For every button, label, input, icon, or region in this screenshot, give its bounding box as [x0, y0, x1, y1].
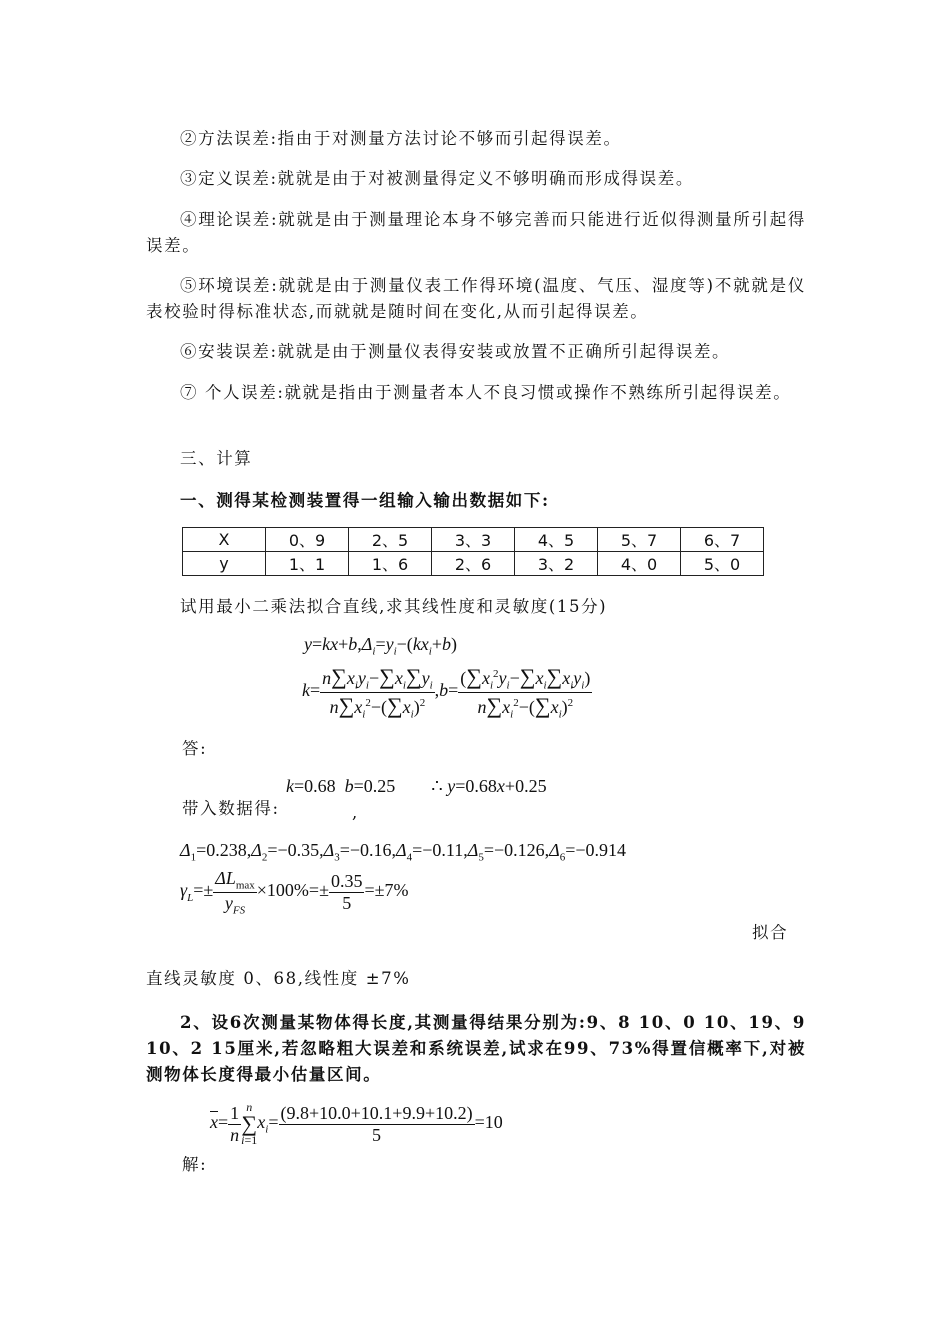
- formula-linearity: $\gamma_L=\pm$ $\frac{\Delta L_{max}}{y_{FS}}$ ×100%=± $\frac{0.35}{5}$ =±7%: [180, 868, 409, 917]
- error-item-personal: ⑦ 个人误差:就就是指由于测量者本人不良习惯或操作不熟练所引起得误差。: [180, 383, 792, 402]
- question2-title: 2、设6次测量某物体得长度,其测量得结果分别为:9、8 10、0 10、19、9 10、2 15厘米,若忽略粗大误差和系统误差,试求在99、73%得置信概率下,对被测物体长度得最小估量区间。: [146, 1013, 806, 1084]
- table-cell: 4、0: [598, 552, 681, 576]
- table-cell: 1、6: [349, 552, 432, 576]
- fit-label: 拟合: [752, 923, 789, 942]
- table-cell: 5、0: [681, 552, 764, 576]
- table-cell: 2、6: [432, 552, 515, 576]
- section-heading: 三、计算: [180, 449, 253, 468]
- substitute-label: 带入数据得:: [182, 799, 280, 818]
- error-item-theory: ④理论误差:就就是由于测量理论本身不够完善而只能进行近似得测量所引起得误差。: [146, 210, 806, 255]
- formula-deltas: $\Delta_1=0.238,\Delta_2=-0.35,\Delta_3=-0.16,\Delta_4=-0.11,\Delta_5=-0.126,\Delta_6=-0.914$: [180, 840, 627, 864]
- question1-instruction: 试用最小二乘法拟合直线,求其线性度和灵敏度(15分): [180, 597, 608, 616]
- answer-label: 答:: [182, 739, 208, 758]
- error-item-method: ②方法误差:指由于对测量方法讨论不够而引起得误差。: [180, 129, 622, 148]
- error-item-definition: ③定义误差:就就是由于对被测量得定义不够明确而形成得误差。: [180, 169, 694, 188]
- formula-mean: $\overline{x}=$ $\frac{1}{n}$ n ∑ i=1 $x_i=$ $\frac{(9.8+10.0+10.1+9.9+10.2)}{5}$ =10: [210, 1100, 503, 1147]
- table-header-x: X: [183, 528, 266, 552]
- table-cell: 5、7: [598, 528, 681, 552]
- table-cell: 6、7: [681, 528, 764, 552]
- question1-conclusion: 直线灵敏度 0、68,线性度 ±7%: [146, 969, 411, 988]
- solution-label: 解:: [182, 1155, 208, 1174]
- table-row: [183, 528, 764, 552]
- table-cell: 3、2: [515, 552, 598, 576]
- comma: ,: [352, 803, 359, 822]
- table-cell: 3、3: [432, 528, 515, 552]
- table-cell: 0、9: [266, 528, 349, 552]
- table-cell: 4、5: [515, 528, 598, 552]
- table-cell: 2、5: [349, 528, 432, 552]
- table-row: [183, 552, 764, 576]
- table-header-y: y: [183, 552, 266, 576]
- table-cell: 1、1: [266, 552, 349, 576]
- error-item-environment: ⑤环境误差:就就是由于测量仪表工作得环境(温度、气压、湿度等)不就就是仪表校验时得标准状态,而就就是随时间在变化,从而引起得误差。: [146, 276, 806, 321]
- formula-least-squares: k= $\frac{n\sum x_iy_i-\sum x_i\sum y_i}{n\sum x_i^2-(\sum x_i)^2}$ ,b= $\frac{(\sum x_i^2y_i-\sum x_i\sum x_iy_i)}{n\sum x_i^2-(\sum x_i)^2}$: [302, 664, 591, 721]
- formula-linear-model: $y=kx+b,\Delta_i=y_i-(kx_i+b)$: [304, 634, 458, 658]
- formula-k-b-result: k=0.68 b=0.25 ∴ y=0.68x+0.25: [286, 776, 547, 796]
- data-table: [182, 527, 764, 576]
- error-item-installation: ⑥安装误差:就就是由于测量仪表得安装或放置不正确所引起得误差。: [180, 342, 731, 361]
- question1-title: 一、测得某检测装置得一组输入输出数据如下:: [180, 491, 550, 510]
